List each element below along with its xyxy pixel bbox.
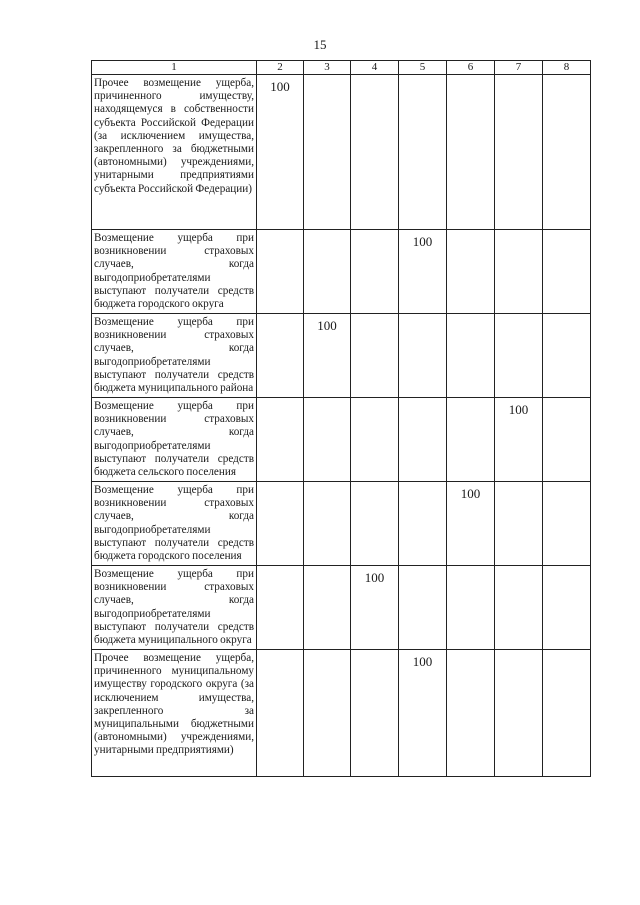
table-row [92, 314, 591, 398]
row-description: Возмещение ущерба при возникновении страховых случаев, когда выгодоприобретателями выступают получатели средств бюджета городского поселения [92, 482, 257, 566]
value-cell [257, 566, 304, 650]
column-header: 3 [304, 61, 351, 75]
value-cell [304, 566, 351, 650]
value-cell [495, 314, 543, 398]
value-cell [304, 482, 351, 566]
table-row [92, 566, 591, 650]
value-cell [495, 650, 543, 777]
value-cell [304, 75, 351, 230]
value-cell [447, 566, 495, 650]
page-number: 15 [313, 37, 327, 52]
value-cell [543, 230, 591, 314]
value-cell [495, 75, 543, 230]
value-cell [351, 398, 399, 482]
table-row [92, 482, 591, 566]
value-cell [447, 230, 495, 314]
column-header: 2 [257, 61, 304, 75]
column-header: 4 [351, 61, 399, 75]
value-cell: 100 [257, 75, 304, 230]
value-cell [495, 230, 543, 314]
revenue-distribution-table [91, 60, 591, 777]
value-cell [351, 230, 399, 314]
value-cell: 100 [495, 398, 543, 482]
value-cell: 100 [351, 566, 399, 650]
value-cell: 100 [399, 230, 447, 314]
row-description: Возмещение ущерба при возникновении страховых случаев, когда выгодоприобретателями выступают получатели средств бюджета муниципального округа [92, 566, 257, 650]
value-cell [447, 314, 495, 398]
value-cell [447, 75, 495, 230]
value-cell [257, 314, 304, 398]
value-cell [543, 75, 591, 230]
column-header: 8 [543, 61, 591, 75]
value-cell [399, 314, 447, 398]
value-cell [304, 650, 351, 777]
value-cell [257, 650, 304, 777]
table-row [92, 650, 591, 777]
value-cell [399, 75, 447, 230]
header-row [92, 61, 591, 75]
value-cell [257, 398, 304, 482]
value-cell: 100 [304, 314, 351, 398]
column-header: 5 [399, 61, 447, 75]
value-cell [399, 398, 447, 482]
row-description: Возмещение ущерба при возникновении страховых случаев, когда выгодоприобретателями выступают получатели средств бюджета сельского поселения [92, 398, 257, 482]
column-header: 7 [495, 61, 543, 75]
column-header: 6 [447, 61, 495, 75]
value-cell [543, 566, 591, 650]
value-cell [543, 650, 591, 777]
row-description: Возмещение ущерба при возникновении страховых случаев, когда выгодоприобретателями выступают получатели средств бюджета городского округа [92, 230, 257, 314]
value-cell [543, 482, 591, 566]
value-cell [399, 482, 447, 566]
value-cell: 100 [447, 482, 495, 566]
value-cell [399, 566, 447, 650]
value-cell [495, 482, 543, 566]
row-description: Прочее возмещение ущерба, причиненного муниципальному имуществу городского округа (за исключением имущества, закрепленного за муниципальными бюджетными (автономными) учреждениями, унитарными предприятиями) [92, 650, 257, 777]
value-cell [543, 314, 591, 398]
value-cell [495, 566, 543, 650]
value-cell [257, 230, 304, 314]
table-row [92, 398, 591, 482]
column-header: 1 [92, 61, 257, 75]
table-row [92, 75, 591, 230]
row-description: Прочее возмещение ущерба, причиненного имуществу, находящемуся в собственности субъекта Российской Федерации (за исключением имущества, закрепленного за бюджетными (автономными) учреждениями, унитарными предприятиями субъекта Российской Федерации) [92, 75, 257, 230]
row-description: Возмещение ущерба при возникновении страховых случаев, когда выгодоприобретателями выступают получатели средств бюджета муниципального района [92, 314, 257, 398]
value-cell [351, 75, 399, 230]
value-cell [351, 314, 399, 398]
value-cell [351, 482, 399, 566]
value-cell [304, 230, 351, 314]
value-cell [543, 398, 591, 482]
value-cell: 100 [399, 650, 447, 777]
value-cell [257, 482, 304, 566]
value-cell [447, 398, 495, 482]
value-cell [304, 398, 351, 482]
value-cell [351, 650, 399, 777]
value-cell [447, 650, 495, 777]
table-row [92, 230, 591, 314]
